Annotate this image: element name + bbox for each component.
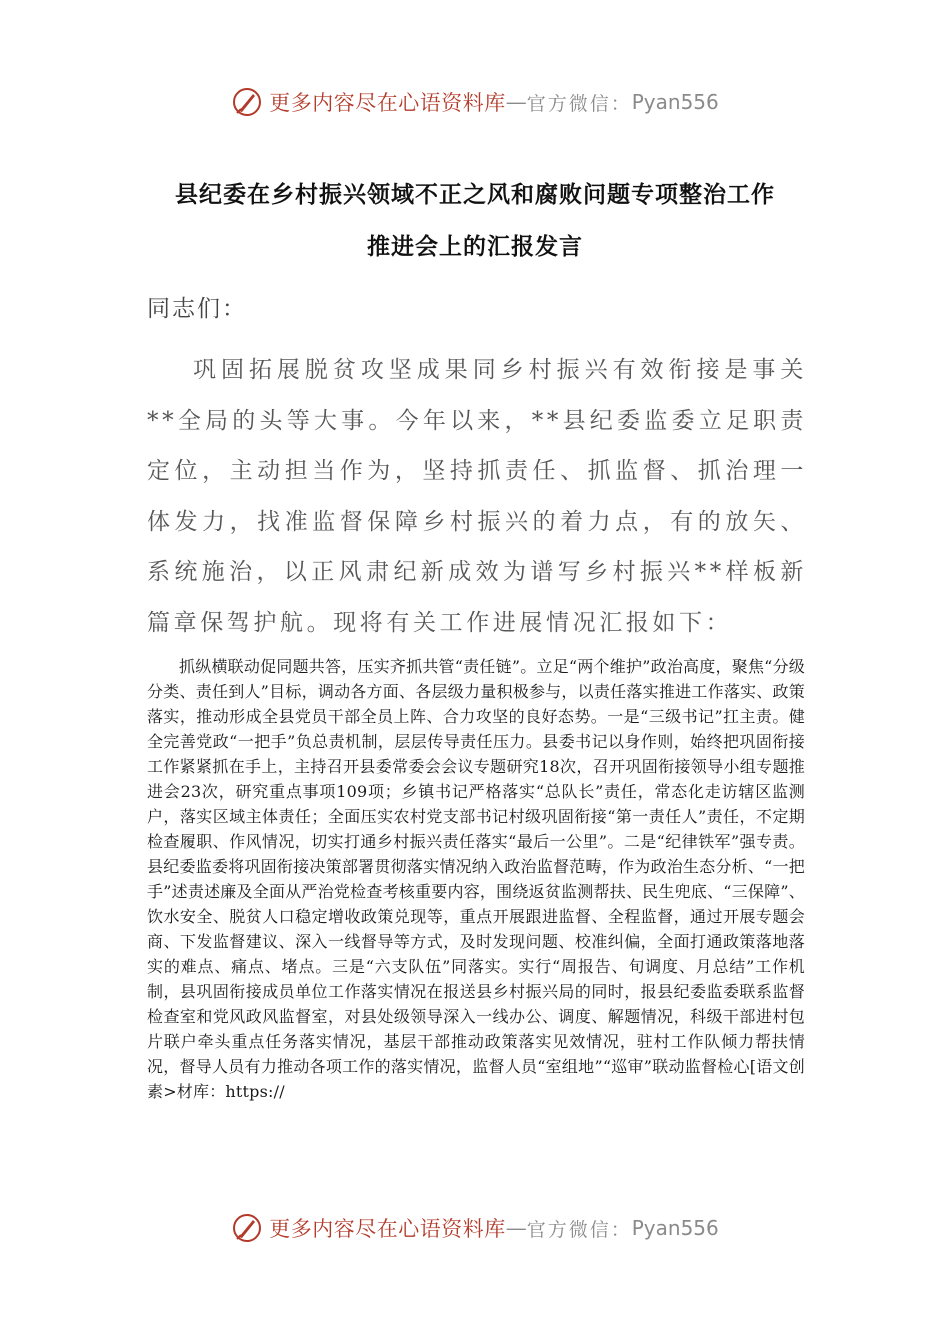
intro-paragraph: 巩固拓展脱贫攻坚成果同乡村振兴有效衔接是事关**全局的头等大事。今年以来，**县纪委监委立足职责定位，主动担当作为，坚持抓责任、抓监督、抓治理一体发力，找准监督保障乡村振兴的着力点，有的放矢、系统施治，以正风肃纪新成效为谱写乡村振兴**样板新篇章保驾护航。现将有关工作进展情况汇报如下： xyxy=(147,357,807,636)
quill-logo-icon xyxy=(231,1212,263,1244)
quill-logo-icon xyxy=(231,86,263,118)
watermark-site: 更多内容尽在心语资料库 xyxy=(269,91,506,115)
watermark-site: 更多内容尽在心语资料库 xyxy=(269,1217,506,1241)
body-paragraph: 抓纵横联动促同题共答，压实齐抓共管“责任链”。立足“两个维护”政治高度，聚焦“分级分类、责任到人”目标，调动各方面、各层级力量积极参与，以责任落实推进工作落实、政策落实，推动形成全县党员干部全员上阵、合力攻坚的良好态势。一是“三级书记”扛主责。健全完善党政“一把手”负总责机制，层层传导责任压力。县委书记以身作则，始终把巩固衔接工作紧紧抓在手上，主持召开县委常委会会议专题研究18次，召开巩固衔接领导小组专题推进会23次，研究重点事项109项；乡镇书记严格落实“总队长”责任，常态化走访辖区监测户，落实区域主体责任；全面压实农村党支部书记村级巩固衔接“第一责任人”责任，不定期检查履职、作风情况，切实打通乡村振兴责任落实“最后一公里”。二是“纪律铁军”强专责。县纪委监委将巩固衔接决策部署贯彻落实情况纳入政治监督范畴，作为政治生态分析、“一把手”述责述廉及全面从严治党检查考核重要内容，围绕返贫监测帮扶、民生兜底、“三保障”、饮水安全、脱贫人口稳定增收政策兑现等，重点开展跟进监督、全程监督，通过开展专题会商、下发监督建议、深入一线督导等方式，及时发现问题、校准纠偏，全面打通政策落地落实的难点、痛点、堵点。三是“六支队伍”同落实。实行“周报告、旬调度、月总结”工作机制，县巩固衔接成员单位工作落实情况在报送县乡村振兴局的同时，报县纪委监委联系监督检查室和党风政风监督室，对县处级领导深入一线办公、调度、解题情况，科级干部进村包片联户牵头重点任务落实情况，基层干部推动政策落实见效情况，驻村工作队倾力帮扶情况，督导人员有力推动各项工作的落实情况，监督人员“室组地”“巡审”联动监督检心[语文创素>材库：https:// xyxy=(147,657,805,1101)
watermark-separator: — xyxy=(505,90,527,114)
document-title-line-2: 推进会上的汇报发言 xyxy=(367,234,583,260)
watermark-separator: — xyxy=(505,1216,527,1240)
watermark-wechat-id: Pyan556 xyxy=(631,90,719,114)
watermark-label: 官方微信： xyxy=(526,1218,632,1241)
watermark-label: 官方微信： xyxy=(526,92,632,115)
watermark-wechat-id: Pyan556 xyxy=(631,1216,719,1240)
salutation: 同志们： xyxy=(147,296,247,322)
document-title-line-1: 县纪委在乡村振兴领域不正之风和腐败问题专项整治工作 xyxy=(175,182,775,208)
watermark-footer xyxy=(0,1208,950,1248)
watermark-header xyxy=(0,82,950,122)
